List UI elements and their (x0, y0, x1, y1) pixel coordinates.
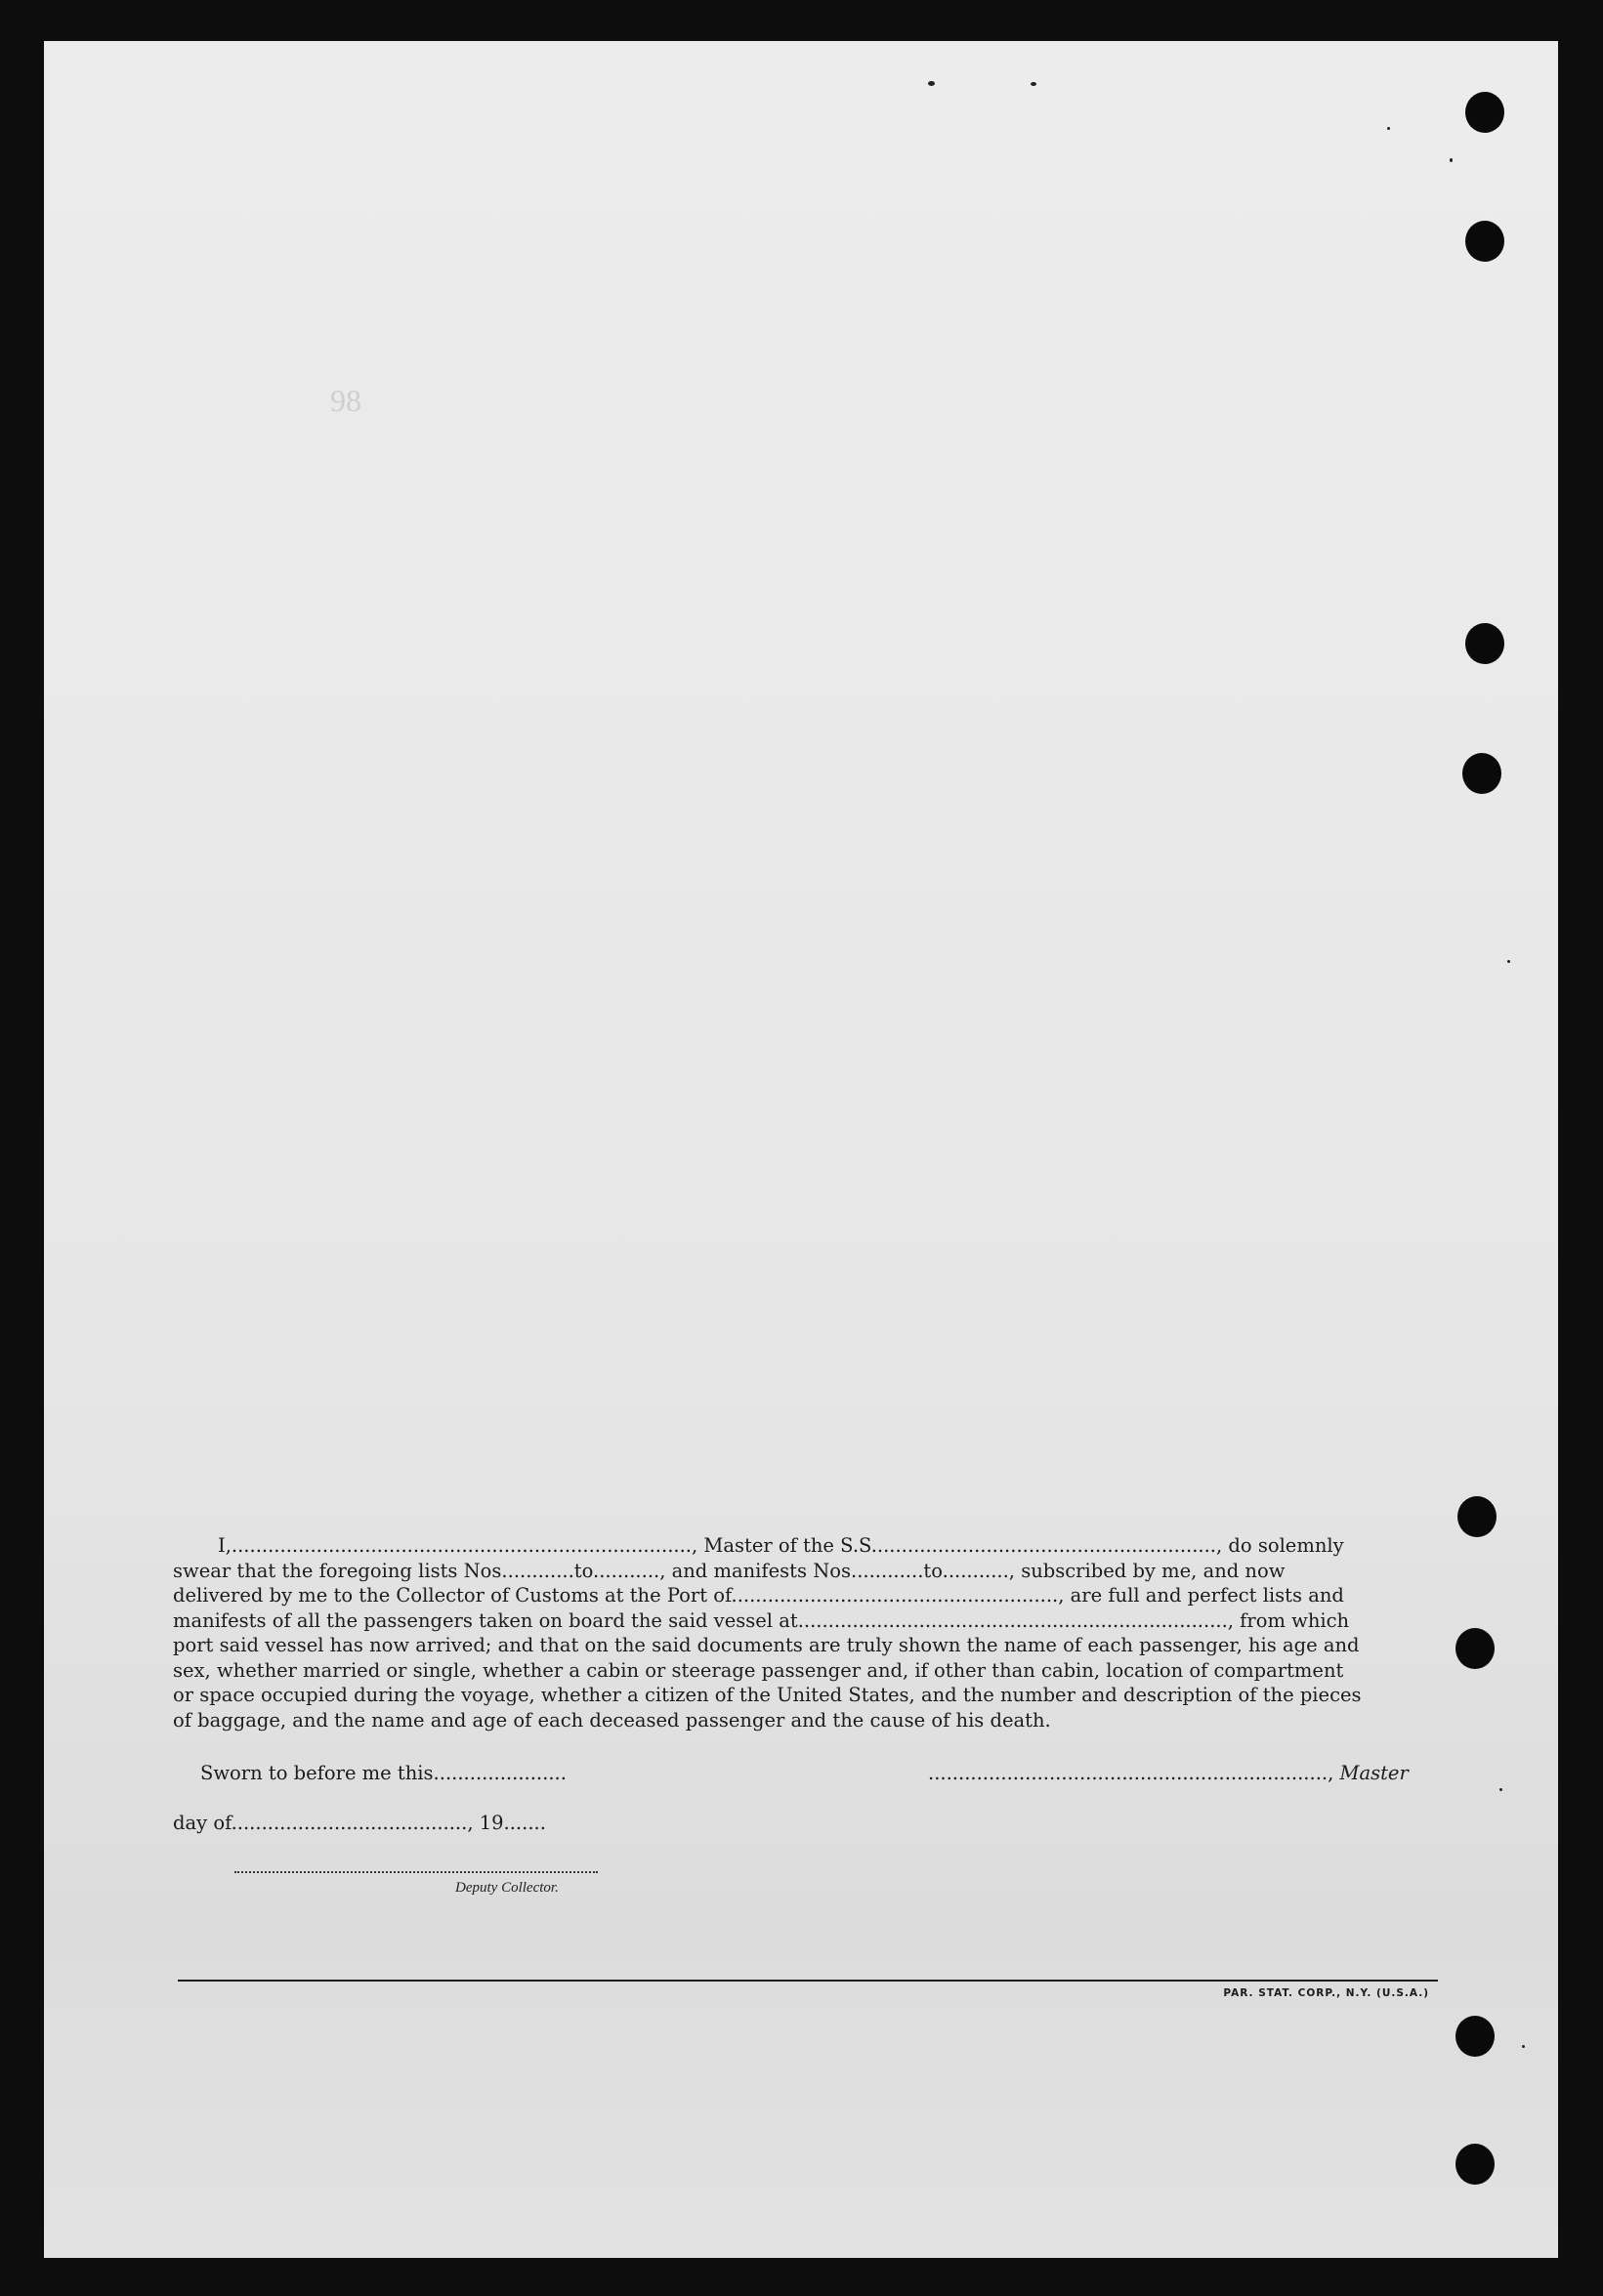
oath-line: sex, whether married or single, whether a cabin or steerage passenger and, if other than cabin, location of compartment (173, 1658, 1344, 1682)
oath-line: swear that the foregoing lists Nos............to..........., and manifests Nos............to..........., subscribed by me, and now (173, 1559, 1286, 1582)
sworn-before-label: Sworn to before me this...................... (200, 1762, 567, 1784)
punch-hole (1465, 623, 1504, 664)
punch-hole (1457, 1496, 1497, 1537)
punch-hole (1462, 753, 1501, 794)
oath-line: or space occupied during the voyage, whether a citizen of the United States, and the number and description of the pieces (173, 1684, 1362, 1706)
oath-line: of baggage, and the name and age of each deceased passenger and the cause of his death. (173, 1708, 1051, 1732)
speck (1387, 127, 1390, 130)
faint-page-number: 98 (330, 383, 361, 418)
oath-line: I,............................................................................, Master of the S.S........................................................., do solemnly (218, 1534, 1344, 1557)
speck (1499, 1788, 1502, 1791)
punch-hole (1465, 92, 1504, 133)
speck (928, 81, 935, 86)
speck (1507, 960, 1510, 963)
oath-line: port said vessel has now arrived; and that on the said documents are truly shown the name of each passenger, his age and (173, 1634, 1360, 1656)
deputy-collector-signature-line (234, 1871, 598, 1873)
punch-hole (1455, 2016, 1495, 2057)
day-of-label: day of......................................., 19....... (173, 1812, 546, 1834)
master-label: Master (1339, 1762, 1409, 1784)
footer-rule (178, 1980, 1438, 1982)
deputy-collector-label: Deputy Collector. (455, 1880, 559, 1896)
document-page (44, 41, 1558, 2258)
speck (1450, 158, 1453, 162)
master-signature-dots: .................................................................., (928, 1762, 1340, 1784)
speck (1522, 2045, 1525, 2048)
punch-hole (1465, 221, 1504, 262)
oath-line: manifests of all the passengers taken on board the said vessel at......................................................................., from which (173, 1608, 1350, 1632)
printer-imprint: PAR. STAT. CORP., N.Y. (U.S.A.) (1223, 1987, 1429, 1999)
speck (1031, 82, 1036, 86)
master-signature-line (928, 1762, 1409, 1784)
punch-hole (1455, 2144, 1495, 2185)
oath-line: delivered by me to the Collector of Customs at the Port of......................................................, are full and perfect lists and (173, 1584, 1344, 1607)
oath-paragraph (173, 1533, 1437, 1732)
punch-hole (1455, 1628, 1495, 1669)
